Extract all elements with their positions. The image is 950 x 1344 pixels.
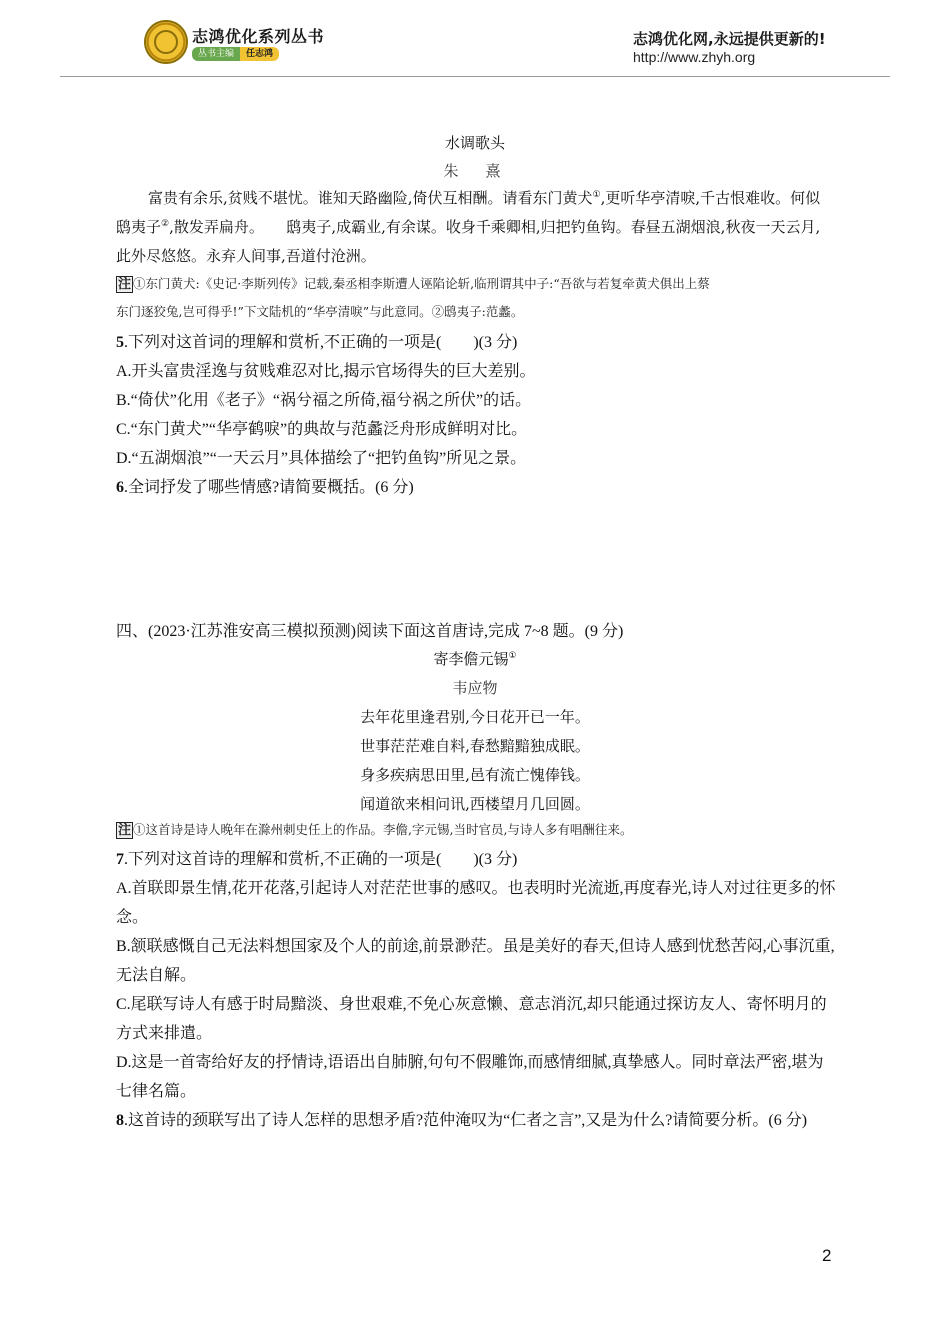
poem2-author: 韦应物 xyxy=(452,679,498,697)
page-number: 2 xyxy=(822,1246,832,1265)
publisher-logo xyxy=(144,20,188,64)
poem2-line: 闻道欲来相问讯,西楼望月几回圆。 xyxy=(360,795,590,813)
poem1-author: 朱 熹 xyxy=(443,162,507,180)
q5-option-d: D.“五湖烟浪”“一天云月”具体描绘了“把钓鱼钩”所见之景。 xyxy=(116,450,527,467)
q5-option-c: C.“东门黄犬”“华亭鹤唳”的典故与范蠡泛舟形成鲜明对比。 xyxy=(116,421,528,438)
poem2-title: 寄李儋元锡① xyxy=(433,650,517,668)
question-6: 6.全词抒发了哪些情感?请简要概括。(6 分) xyxy=(116,479,414,496)
q7-option-c: C.尾联写诗人有感于时局黯淡、身世艰难,不免心灰意懒、意志消沉,却只能通过探访友人、寄怀明月的方式来排遣。 xyxy=(116,996,827,1042)
header-divider xyxy=(60,76,890,77)
poem2-line: 世事茫茫难自料,春愁黯黯独成眠。 xyxy=(360,737,590,755)
poem1-body: 富贵有余乐,贫贱不堪忧。谁知天路幽险,倚伏互相酬。请看东门黄犬①,更听华亭清唳,千古恨难收。何似鸱夷子②,散发弄扁舟。 鸱夷子,成霸业,有余谋。收身千乘卿相,归把钓鱼钩。春昼五湖烟浪,秋夜一天云月,此外尽悠悠。永弃人间事,吾道付沧洲。 xyxy=(116,189,821,265)
poem2-note: 注 ①这首诗是诗人晚年在滁州刺史任上的作品。李儋,字元锡,当时官员,与诗人多有唱酬往来。 xyxy=(118,822,633,838)
question-5: 5.下列对这首词的理解和赏析,不正确的一项是( )(3 分) A.开头富贵淫逸与贫贱难忍对比,揭示官场得失的巨大差别。 B.“倚伏”化用《老子》“祸兮福之所倚,福兮祸之所伏”的话。 C.“东门黄犬”“华亭鹤唳”的典故与范蠡泛舟形成鲜明对比。 D.“五湖烟浪”“一天云月”具体描绘了“把钓鱼钩”所见之景。 6.全词抒发了哪些情感?请简要概括。(6 分) xyxy=(116,328,836,502)
poem2-lines xyxy=(0,703,950,819)
series-title: 志鸿优化系列丛书 xyxy=(192,27,325,46)
poem1-title: 水调歌头 xyxy=(444,134,505,152)
poem1-note: 注 ①东门黄犬:《史记·李斯列传》记载,秦丞相李斯遭人诬陷论斩,临刑谓其中子:“吾欲与若复牵黄犬俱出上蔡 东门逐狡兔,岂可得乎!”下文陆机的“华亭清唳”与此意同。②鸱夷子:范蠡。 xyxy=(116,276,710,319)
header-url[interactable]: http://www.zhyh.org xyxy=(633,49,756,65)
header-slogan: 志鸿优化网,永远提供更新的! xyxy=(633,30,826,48)
q5-option-b: B.“倚伏”化用《老子》“祸兮福之所倚,福兮祸之所伏”的话。 xyxy=(116,392,532,409)
poem2-line: 身多疾病思田里,邑有流亡愧俸钱。 xyxy=(360,766,590,784)
poem2-line: 去年花里逢君别,今日花开已一年。 xyxy=(360,708,590,726)
section-heading: 四、(2023·江苏淮安高三模拟预测)阅读下面这首唐诗,完成 7~8 题。(9 分) xyxy=(116,623,624,640)
series-editor-name: 任志鸿 xyxy=(240,47,279,61)
note-label: 注 xyxy=(118,277,132,292)
question-8: 8.这首诗的颈联写出了诗人怎样的思想矛盾?范仲淹叹为“仁者之言”,又是为什么?请简要分析。(6 分) xyxy=(116,1112,808,1129)
q5-option-a: A.开头富贵淫逸与贫贱难忍对比,揭示官场得失的巨大差别。 xyxy=(116,363,536,380)
series-editor-label: 丛书主编 xyxy=(192,47,240,61)
q7-option-d: D.这是一首寄给好友的抒情诗,语语出自肺腑,句句不假雕饰,而感情细腻,真挚感人。同时章法严密,堪为七律名篇。 xyxy=(116,1054,824,1100)
q7-option-b: B.颔联感慨自己无法料想国家及个人的前途,前景渺茫。虽是美好的春天,但诗人感到忧愁苦闷,心事沉重,无法自解。 xyxy=(116,938,835,984)
question-7: 7.下列对这首诗的理解和赏析,不正确的一项是( )(3 分) A.首联即景生情,花开花落,引起诗人对茫茫世事的感叹。也表明时光流逝,再度春光,诗人对过往更多的怀念。 B.颔联感慨自己无法料想国家及个人的前途,前景渺茫。虽是美好的春天,但诗人感到忧愁苦闷,心事沉重,无法自解。 C.尾联写诗人有感于时局黯淡、身世艰难,不免心灰意懒、意志消沉,却只能通过探访友人、寄怀明月的方式来排遣。 D.这是一首寄给好友的抒情诗,语语出自肺腑,句句不假雕饰,而感情细腻,真挚感人。同时章法严密,堪为七律名篇。 8.这首诗的颈联写出了诗人怎样的思想矛盾?范仲淹叹为“仁者之言”,又是为什么?请简要分析。(6 分) xyxy=(116,845,836,1135)
series-editor-badge xyxy=(192,47,279,61)
note-label: 注 xyxy=(118,823,132,838)
q7-option-a: A.首联即景生情,花开花落,引起诗人对茫茫世事的感叹。也表明时光流逝,再度春光,诗人对过往更多的怀念。 xyxy=(116,880,836,926)
